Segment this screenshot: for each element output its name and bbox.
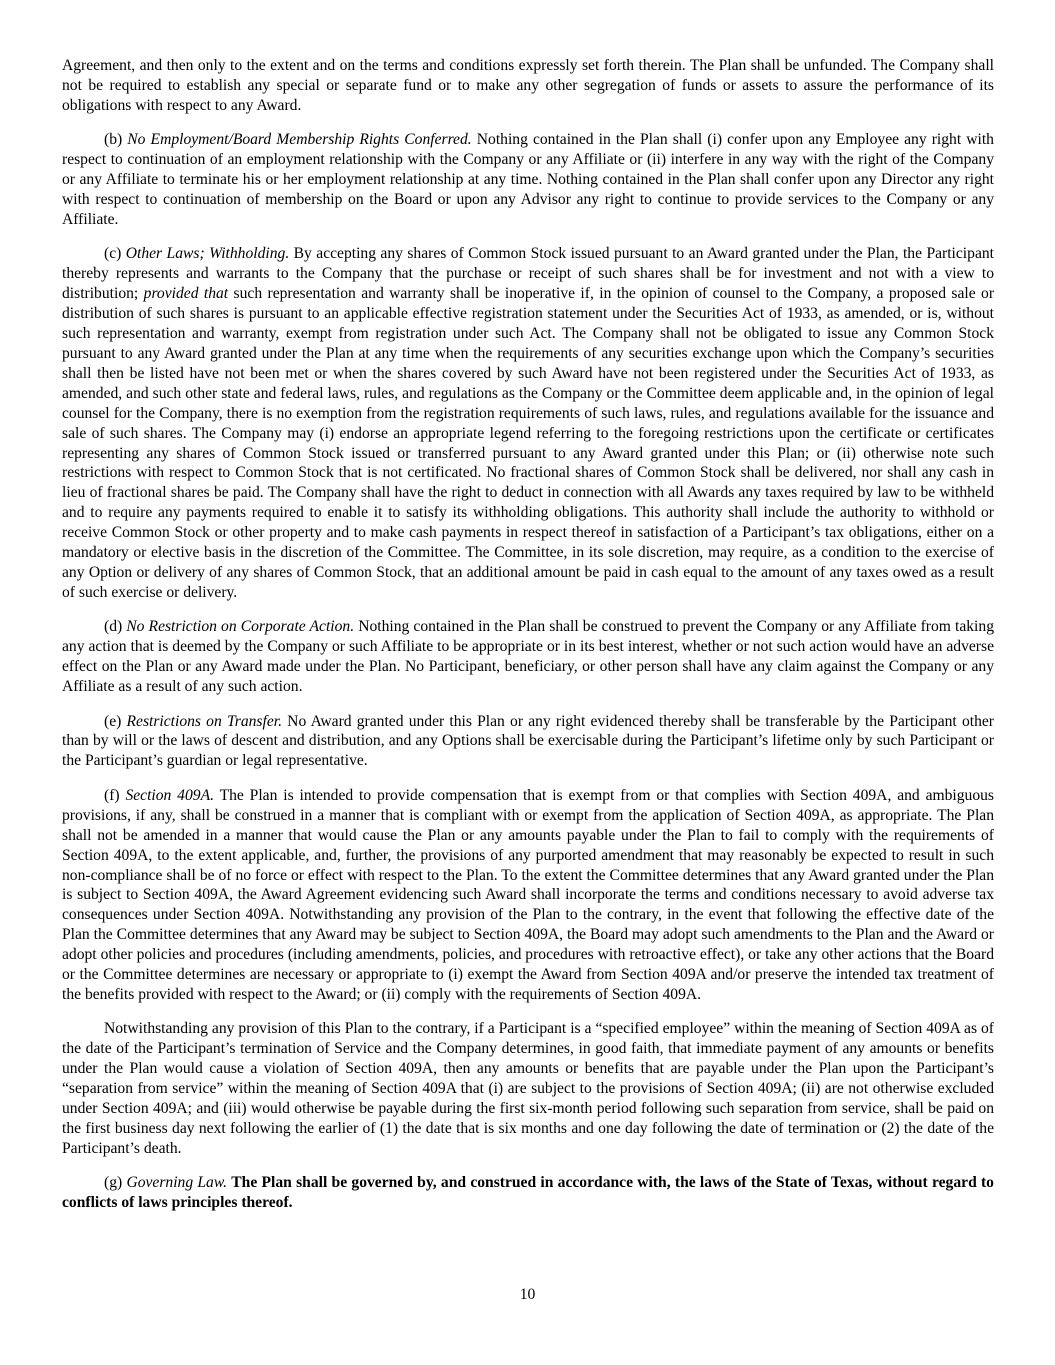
section-c-label: (c)	[104, 245, 126, 263]
section-f2-text: Notwithstanding any provision of this Plan to the contrary, if a Participant is a “specified employee” within the meaning of Section 409A as of the date of the Participant’s termination of Service and the Company determines, in good faith, that immediate payment of any amounts or benefits under the Plan would cause a violation of Section 409A, then any amounts or benefits that are payable under the Plan upon the Participant’s “separation from service” within the meaning of Section 409A that (i) are subject to the provisions of Section 409A; (ii) are not otherwise excluded under Section 409A; and (iii) would otherwise be payable during the first six-month period following such separation from service, shall be paid on the first business day next following the earlier of (1) the date that is six months and one day following the date of termination or (2) the date of the Participant’s death.	[62, 1020, 994, 1157]
section-e-title: Restrictions on Transfer.	[126, 712, 282, 730]
section-f	[62, 786, 994, 1005]
section-c-text-2: such representation and warranty shall be inoperative if, in the opinion of counsel to the Company, a proposed sale or distribution of such shares is pursuant to an applicable effective registration statement under the Securities Act of 1933, as amended, or is, without such representation and warranty, exempt from registration under such Act. The Company shall not be obligated to issue any Common Stock pursuant to any Award granted under the Plan at any time when the requirements of any securities exchange upon which the Company’s securities shall then be listed have not been met or when the shares covered by such Award have not been registered under the Securities Act of 1933, as amended, and such other state and federal laws, rules, and regulations as the Company or the Committee deem applicable and, in the opinion of legal counsel for the Company, there is no exemption from the registration requirements of such laws, rules, and regulations available for the issuance and sale of such shares. The Company may (i) endorse an appropriate legend referring to the foregoing restrictions upon the certificate or certificates representing any shares of Common Stock issued or transferred pursuant to any Award granted under this Plan; or (ii) otherwise note such restrictions with respect to Common Stock that is not certificated. No fractional shares of Common Stock shall be delivered, nor shall any cash in lieu of fractional shares be paid. The Company shall have the right to deduct in connection with all Awards any taxes required by law to be withheld and to require any payments required to enable it to satisfy its withholding obligations. This authority shall include the authority to withhold or receive Common Stock or other property and to make cash payments in respect thereof in satisfaction of a Participant’s tax obligations, either on a mandatory or elective basis in the discretion of the Committee. The Committee, in its sole discretion, may require, as a condition to the exercise of any Option or delivery of any shares of Common Stock, that an additional amount be paid in cash equal to the amount of any taxes owed as a result of such exercise or delivery.	[62, 285, 995, 601]
section-e	[62, 712, 994, 772]
section-e-label: (e)	[104, 712, 127, 730]
section-b	[62, 130, 994, 230]
continuation-text: Agreement, and then only to the extent and on the terms and conditions expressly set forth therein. The Plan shall be unfunded. The Company shall not be required to establish any special or separate fund or to make any other segregation of funds or assets to assure the performance of its obligations with respect to any Award.	[62, 57, 994, 114]
section-e-text: No Award granted under this Plan or any right evidenced thereby shall be transferable by the Participant other than by will or the laws of descent and distribution, and any Options shall be exercisable during the Participant’s lifetime only by such Participant or the Participant’s guardian or legal representative.	[62, 712, 994, 770]
section-g-bold-text: The Plan shall be governed by, and construed in accordance with, the laws of the State of Texas, without regard to conflicts of laws principles thereof.	[62, 1174, 994, 1212]
section-f-title: Section 409A.	[125, 786, 215, 804]
section-d-label: (d)	[104, 618, 127, 636]
section-d-text: Nothing contained in the Plan shall be construed to prevent the Company or any Affiliate from taking any action that is deemed by the Company or such Affiliate to be appropriate or in its best interest, whether or not such action would have an adverse effect on the Plan or any Award made under the Plan. No Participant, beneficiary, or other person shall have any claim against the Company or any Affiliate as a result of any such action.	[62, 618, 994, 696]
continuation-paragraph	[62, 56, 994, 116]
section-f-label: (f)	[104, 786, 126, 804]
section-c-italic-phrase: provided that	[143, 285, 229, 303]
section-b-text: Nothing contained in the Plan shall (i) confer upon any Employee any right with respect to continuation of an employment relationship with the Company or any Affiliate or (ii) interfere in any way with the right of the Company or any Affiliate to terminate his or her employment relationship at any time. Nothing contained in the Plan shall confer upon any Director any right with respect to continuation of membership on the Board or upon any Advisor any right to continue to provide services to the Company or any Affiliate.	[62, 131, 994, 228]
section-c	[62, 244, 994, 602]
section-g-label: (g)	[104, 1174, 127, 1192]
section-b-label: (b)	[104, 131, 128, 149]
section-d-title: No Restriction on Corporate Action.	[126, 618, 355, 636]
section-d	[62, 617, 994, 697]
section-f-specified-employee	[62, 1019, 994, 1158]
section-g-title: Governing Law.	[126, 1174, 227, 1192]
section-f-text: The Plan is intended to provide compensation that is exempt from or that complies with Section 409A, and ambiguous provisions, if any, shall be construed in a manner that is compliant with or exempt from the application of Section 409A, as appropriate. The Plan shall not be amended in a manner that would cause the Plan or any amounts payable under the Plan to fail to comply with the requirements of Section 409A, to the extent applicable, and, further, the provisions of any purported amendment that may reasonably be expected to result in such non-compliance shall be of no force or effect with respect to the Plan. To the extent the Committee determines that any Award granted under the Plan is subject to Section 409A, the Award Agreement evidencing such Award shall incorporate the terms and conditions necessary to avoid adverse tax consequences under Section 409A. Notwithstanding any provision of the Plan to the contrary, in the event that following the effective date of the Plan the Committee determines that any Award may be subject to Section 409A, the Board may adopt such amendments to the Plan and the Award or adopt other policies and procedures (including amendments, policies, and procedures with retroactive effect), or take any other actions that the Board or the Committee determines are necessary or appropriate to (i) exempt the Award from Section 409A and/or preserve the intended tax treatment of the benefits provided with respect to the Award; or (ii) comply with the requirements of Section 409A.	[62, 786, 994, 1003]
section-c-title: Other Laws; Withholding.	[125, 245, 290, 263]
page-number: 10	[519, 1286, 536, 1303]
document-body	[62, 56, 994, 1228]
section-b-title: No Employment/Board Membership Rights Conferred.	[127, 131, 472, 149]
section-c-text-1: By accepting any shares of Common Stock issued pursuant to an Award granted under the Plan, the Participant thereby represents and warrants to the Company that the purchase or receipt of such shares shall be for investment and not with a view to distribution;	[62, 245, 994, 303]
section-g	[62, 1173, 994, 1213]
